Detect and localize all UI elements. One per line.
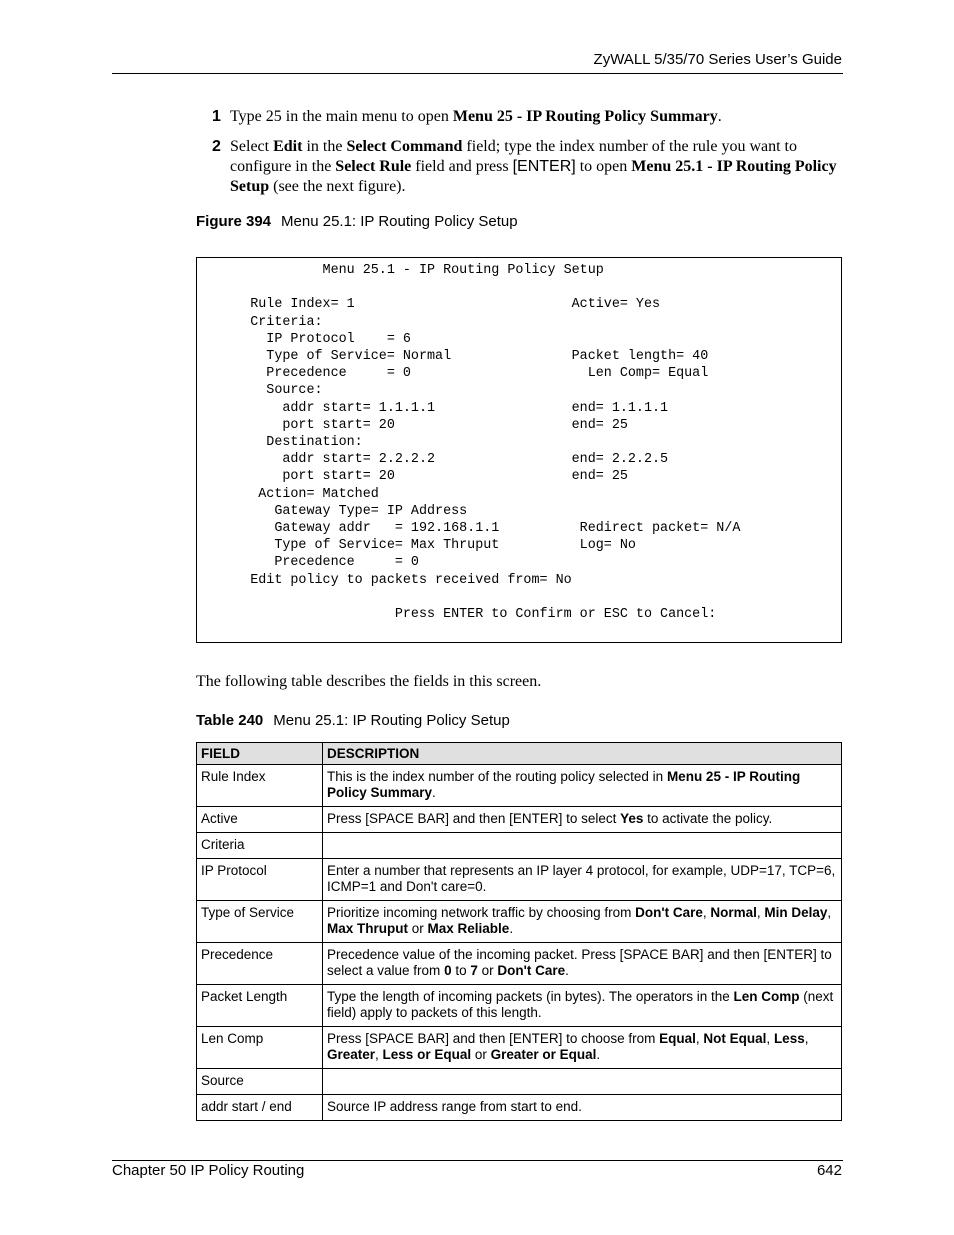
text-run: Menu 25 - IP Routing Policy Summary <box>452 108 718 125</box>
table-caption <box>196 712 510 729</box>
text-run: 0 <box>444 963 452 978</box>
text-run: Select Rule <box>335 158 412 175</box>
text-run: Enter a number that represents an IP layer 4 protocol, for example, UDP=17, TCP=6, ICMP=1 and Don't care=0. <box>327 863 836 894</box>
field-description-cell <box>323 901 842 943</box>
step-number: 2 <box>212 138 221 155</box>
field-description-cell <box>323 943 842 985</box>
text-run: Don't Care <box>635 905 703 920</box>
text-run: Menu 25 - IP Routing Policy Summary <box>327 769 801 800</box>
text-run: (see the next figure). <box>269 178 406 195</box>
header-title: ZyWALL 5/35/70 Series User’s Guide <box>593 51 842 68</box>
table-row <box>197 1069 842 1095</box>
text-run: to <box>451 963 471 978</box>
step-1 <box>212 107 842 127</box>
text-run: Not Equal <box>703 1031 767 1046</box>
field-name-cell: Type of Service <box>197 901 323 943</box>
text-run: . <box>717 108 722 125</box>
footer-page-number: 642 <box>816 1162 842 1179</box>
field-description-cell <box>323 807 842 833</box>
table-row <box>197 765 842 807</box>
text-run: field; type the index number of the rule you want to configure in the <box>230 138 797 175</box>
text-run: field and press <box>411 158 513 175</box>
field-name-cell: IP Protocol <box>197 859 323 901</box>
text-run: Type the length of incoming packets (in bytes). The operators in the <box>327 989 734 1004</box>
text-run: (next field) apply to packets of this length. <box>327 989 834 1020</box>
table-row <box>197 1095 842 1121</box>
text-run: Select <box>230 138 274 155</box>
terminal-text: Menu 25.1 - IP Routing Policy Setup Rule Index= 1 Active= Yes Criteria: IP Protocol = 6 Type of Service= Normal Packet length= 40 Precedence = 0 Len Comp= Equal Source: addr start= 1.1.1.1 end= 1.1.1.1 port start= 20 end= 25 Destination: addr start= 2.2.2.2 end= 2.2.2.5 port start= 20 end= 25 Action= Matched Gateway Type= IP Address Gateway addr = 192.168.1.1 Redirect packet= N/A Type of Service= Max Thruput Log= No Precedence = 0 Edit policy to packets received from= No Press ENTER to Confirm or ESC to Cancel: <box>250 263 741 623</box>
text-run: in the <box>302 138 347 155</box>
table-label: Table 240 <box>196 712 264 729</box>
field-name-cell: addr start / end <box>197 1095 323 1121</box>
text-run: , <box>756 905 765 920</box>
table-row <box>197 859 842 901</box>
text-run: Greater or Equal <box>490 1047 597 1062</box>
footer-divider <box>112 1160 843 1161</box>
figure-title: Menu 25.1: IP Routing Policy Setup <box>281 213 518 230</box>
field-name-cell: Rule Index <box>197 765 323 807</box>
text-run: Max Thruput <box>327 921 408 936</box>
text-run: Precedence value of the incoming packet. Press [SPACE BAR] and then [ENTER] to select a value from <box>327 947 832 978</box>
text-run: or <box>408 921 428 936</box>
field-description-cell <box>323 985 842 1027</box>
table-header-row <box>197 743 842 765</box>
text-run: . <box>509 921 514 936</box>
field-description-cell <box>323 859 842 901</box>
text-run: Select Command <box>346 138 463 155</box>
text-run: Len Comp <box>733 989 800 1004</box>
text-run: This is the index number of the routing policy selected in <box>327 769 667 784</box>
step-number: 1 <box>212 108 221 125</box>
field-description-cell <box>323 1095 842 1121</box>
field-name-cell: Source <box>197 1069 323 1095</box>
fields-table <box>196 742 842 1121</box>
text-run: Press [SPACE BAR] and then [ENTER] to select <box>327 811 621 826</box>
text-run: or <box>477 963 498 978</box>
text-run: , <box>695 1031 704 1046</box>
step-text <box>230 137 842 197</box>
text-run: Don't Care <box>497 963 566 978</box>
step-text <box>230 107 842 127</box>
text-run: , <box>702 905 711 920</box>
text-run: Max Reliable <box>427 921 510 936</box>
text-run: Equal <box>659 1031 696 1046</box>
figure-caption <box>196 213 518 230</box>
footer-chapter: Chapter 50 IP Policy Routing <box>112 1162 305 1179</box>
text-run: [ENTER] <box>512 158 576 175</box>
field-description-cell <box>323 833 842 859</box>
table-row <box>197 901 842 943</box>
text-run: Min Delay <box>764 905 828 920</box>
text-run: Yes <box>620 811 644 826</box>
field-name-cell: Len Comp <box>197 1027 323 1069</box>
text-run: to open <box>575 158 632 175</box>
text-run: Greater <box>327 1047 376 1062</box>
header-field: FIELD <box>197 743 323 765</box>
text-run: Normal <box>710 905 757 920</box>
table-row <box>197 943 842 985</box>
text-run: , <box>375 1047 383 1062</box>
header-description: DESCRIPTION <box>323 743 842 765</box>
table-title: Menu 25.1: IP Routing Policy Setup <box>273 712 510 729</box>
figure-label: Figure 394 <box>196 213 272 230</box>
field-name-cell: Packet Length <box>197 985 323 1027</box>
text-run: Edit <box>273 138 303 155</box>
text-run: . <box>432 785 436 800</box>
text-run: Less <box>773 1031 805 1046</box>
field-name-cell: Criteria <box>197 833 323 859</box>
text-run: Press [SPACE BAR] and then [ENTER] to choose from <box>327 1031 660 1046</box>
table-row <box>197 833 842 859</box>
text-run: , <box>804 1031 809 1046</box>
text-run: or <box>471 1047 491 1062</box>
field-description-cell <box>323 765 842 807</box>
terminal-screen <box>196 257 842 643</box>
table-row <box>197 1027 842 1069</box>
table-row <box>197 985 842 1027</box>
text-run: 7 <box>470 963 478 978</box>
text-run: to activate the policy. <box>643 811 773 826</box>
text-run: Menu 25.1 - IP Routing Policy Setup <box>230 158 837 195</box>
text-run: . <box>596 1047 601 1062</box>
text-run: Source IP address range from start to end. <box>327 1099 582 1114</box>
table-row <box>197 807 842 833</box>
field-name-cell: Precedence <box>197 943 323 985</box>
text-run: Type 25 in the main menu to open <box>230 108 453 125</box>
text-run: Less or Equal <box>382 1047 472 1062</box>
text-run: Prioritize incoming network traffic by choosing from <box>327 905 636 920</box>
header-divider <box>112 73 843 74</box>
field-description-cell <box>323 1069 842 1095</box>
text-run: , <box>766 1031 774 1046</box>
intro-text: The following table describes the fields in this screen. <box>196 673 542 690</box>
step-2 <box>212 137 842 197</box>
text-run: . <box>565 963 569 978</box>
field-description-cell <box>323 1027 842 1069</box>
text-run: , <box>827 905 832 920</box>
field-name-cell: Active <box>197 807 323 833</box>
